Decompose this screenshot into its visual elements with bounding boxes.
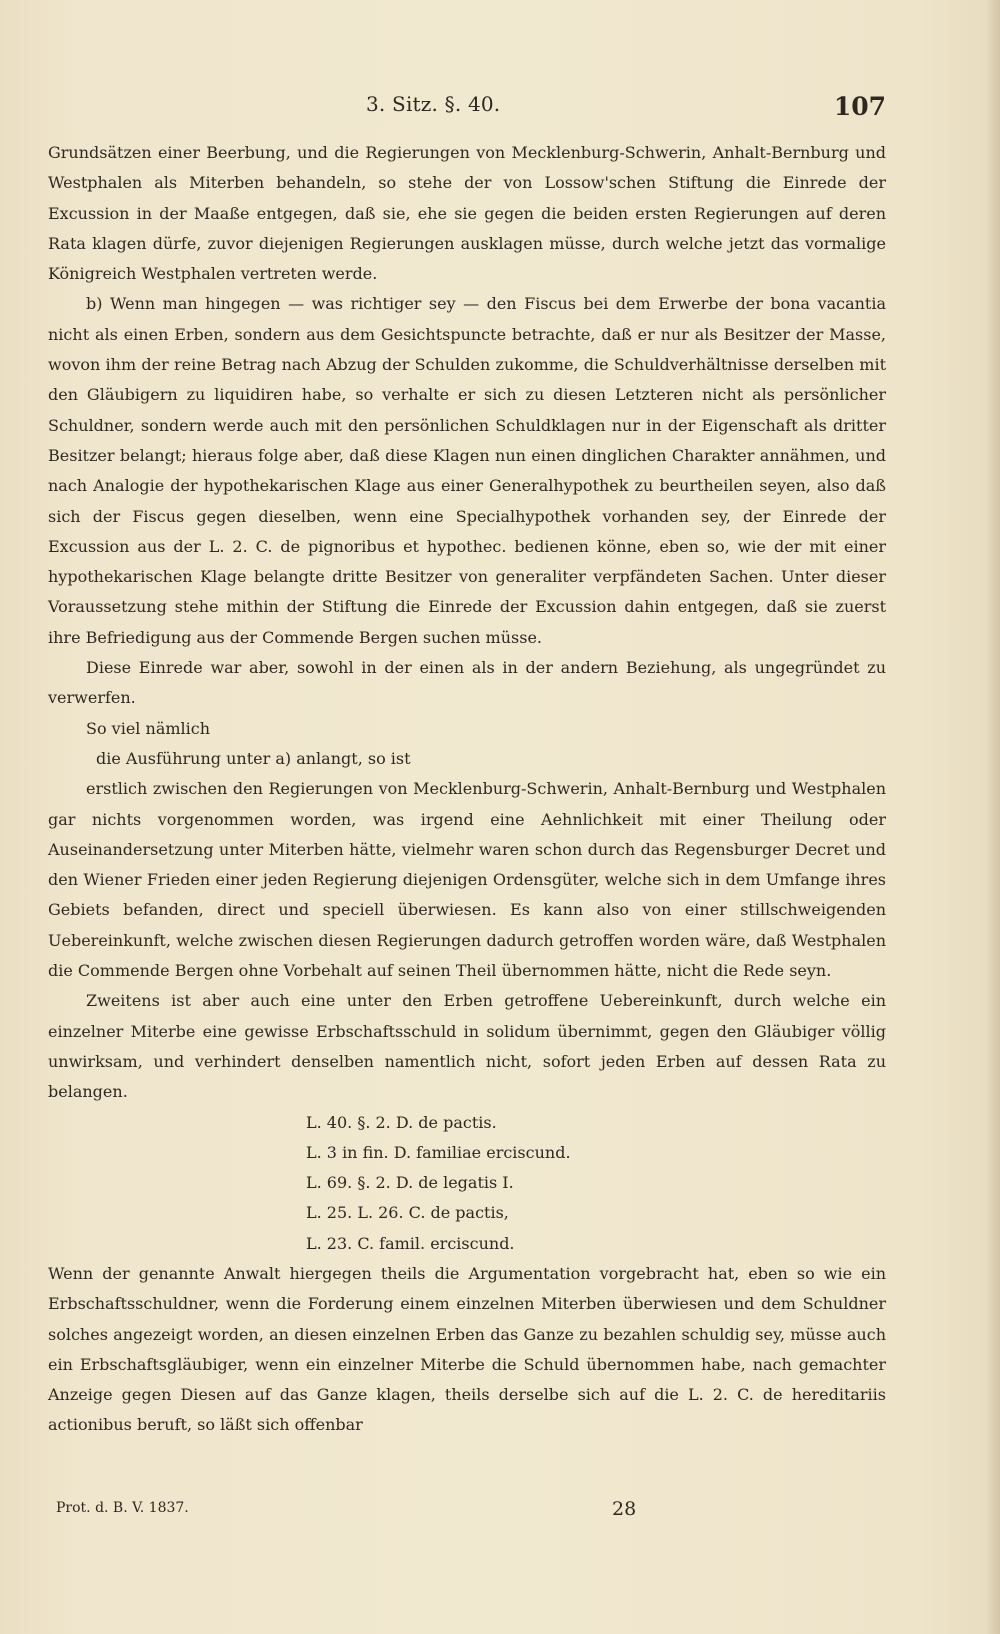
- citation-item: L. 69. §. 2. D. de legatis I.: [306, 1173, 514, 1193]
- citation-item: L. 23. C. famil. erciscund.: [306, 1233, 515, 1253]
- citation-item: L. 25. L. 26. C. de pactis,: [306, 1203, 509, 1223]
- page-number: 107: [833, 92, 886, 121]
- paragraph-7: Zweitens ist aber auch eine unter den Erben getroffene Uebereinkunft, durch welche ein einzelner Miterbe eine gewisse Erbschaftsschuld in solidum übernimmt, gegen den Gläubiger völlig unwirksam, und verhindert denselben namentlich nicht, sofort jeden Erben auf dessen Rata zu belangen.: [48, 991, 886, 1102]
- paragraph-5: die Ausführung unter a) anlangt, so ist: [96, 748, 411, 768]
- page-footer: [56, 1500, 886, 1530]
- signature-mark: 28: [612, 1498, 637, 1520]
- page-content: [48, 138, 886, 1441]
- signature-line: Prot. d. B. V. 1837.: [56, 1500, 189, 1516]
- closing-paragraph: Wenn der genannte Anwalt hiergegen theils die Argumentation vorgebracht hat, eben so wie ein Erbschaftsschuldner, wenn die Forderung einem einzelnen Miterben überwiesen und dem Schuldner solches angezeigt worden, an diesen einzelnen Erben das Ganze zu bezahlen schuldig sey, müsse auch ein Erbschaftsgläubiger, wenn ein einzelner Miterbe die Schuld übernommen habe, nach gemachter Anzeige gegen Diesen auf das Ganze klagen, theils derselbe sich auf die L. 2. C. de hereditariis actionibus beruft, so läßt sich offenbar: [48, 1263, 886, 1435]
- citation-item: L. 40. §. 2. D. de pactis.: [306, 1112, 497, 1132]
- paragraph-1: Grundsätzen einer Beerbung, und die Regierungen von Mecklenburg-Schwerin, Anhalt-Bernburg und Westphalen als Miterben behandeln, so stehe der von Lossow'schen Stiftung die Einrede der Excussion in der Maaße entgegen, daß sie, ehe sie gegen die beiden ersten Regierungen auf deren Rata klagen dürfe, zuvor diejenigen Regierungen ausklagen müsse, durch welche jetzt das vormalige Königreich Westphalen vertreten werde.: [48, 143, 886, 284]
- page-header: [48, 92, 886, 128]
- running-head: 3. Sitz. §. 40.: [366, 92, 501, 116]
- citation-list: [48, 1108, 886, 1259]
- paragraph-2: b) Wenn man hingegen — was richtiger sey — den Fiscus bei dem Erwerbe der bona vacantia nicht als einen Erben, sondern aus dem Gesichtspuncte betrachte, daß er nur als Besitzer der Masse, wovon ihm der reine Betrag nach Abzug der Schulden zukomme, die Schuldverhältnisse derselben mit den Gläubigern zu liquidiren habe, so verhalte er sich zu diesen Letzteren nicht als persönlicher Schuldner, sondern werde auch mit den persönlichen Schuldklagen nur in der Eigenschaft als dritter Besitzer belangt; hieraus folge aber, daß diese Klagen nun einen dinglichen Charakter annähmen, und nach Analogie der hypothekarischen Klage aus einer Generalhypothek zu beurtheilen seyen, also daß sich der Fiscus gegen dieselben, wenn eine Specialhypothek vorhanden sey, der Einrede der Excussion aus der L. 2. C. de pignoribus et hypothec. bedienen könne, eben so, wie der mit einer hypothekarischen Klage belangte dritte Besitzer von generaliter verpfändeten Sachen. Unter dieser Voraussetzung stehe mithin der Stiftung die Einrede der Excussion dahin entgegen, daß sie zuerst ihre Befriedigung aus der Commende Bergen suchen müsse.: [48, 294, 886, 647]
- page-spine-shadow: [986, 0, 1000, 1634]
- paragraph-4: So viel nämlich: [86, 718, 211, 738]
- paragraph-3: Diese Einrede war aber, sowohl in der einen als in der andern Beziehung, als ungegründet zu verwerfen.: [48, 658, 886, 708]
- paragraph-6: erstlich zwischen den Regierungen von Mecklenburg-Schwerin, Anhalt-Bernburg und Westphalen gar nichts vorgenommen worden, was irgend eine Aehnlichkeit mit einer Theilung oder Auseinandersetzung unter Miterben hätte, vielmehr waren schon durch das Regensburger Decret und den Wiener Frieden einer jeden Regierung diejenigen Ordensgüter, welche sich in dem Umfange ihres Gebiets befanden, direct und speciell überwiesen. Es kann also von einer stillschweigenden Uebereinkunft, welche zwischen diesen Regierungen dadurch getroffen worden wäre, daß Westphalen die Commende Bergen ohne Vorbehalt auf seinen Theil übernommen hätte, nicht die Rede seyn.: [48, 779, 886, 981]
- citation-item: L. 3 in fin. D. familiae erciscund.: [306, 1142, 571, 1162]
